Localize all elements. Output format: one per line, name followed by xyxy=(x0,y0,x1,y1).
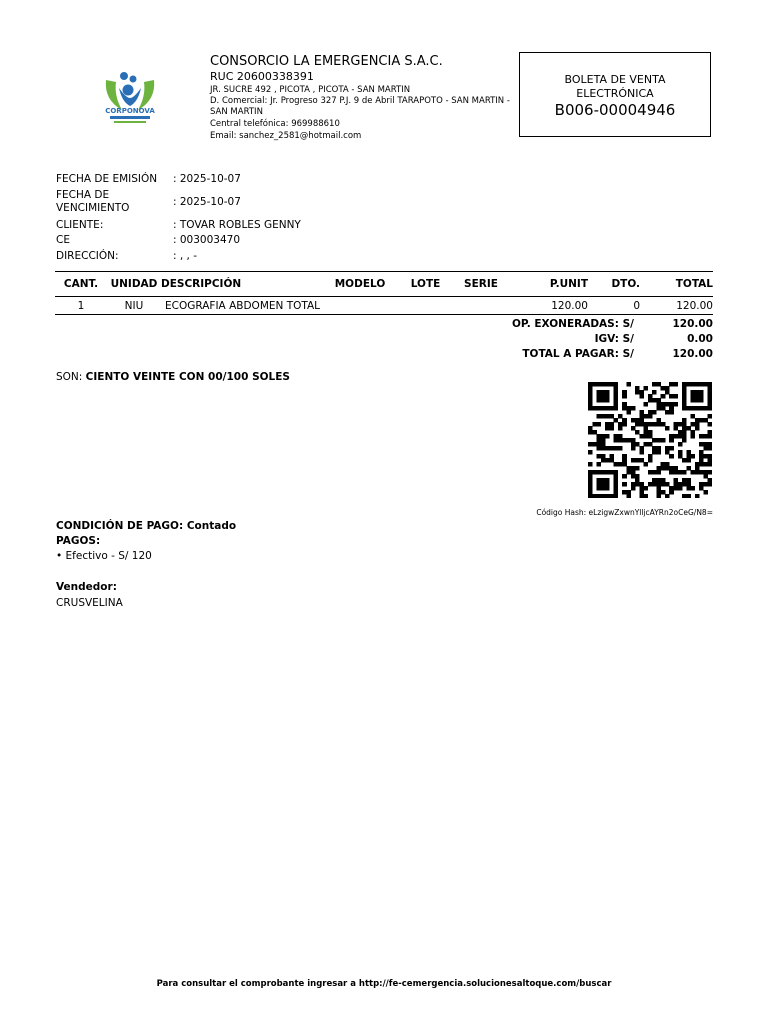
total-value: 120.00 xyxy=(672,347,713,360)
table-header xyxy=(55,271,713,297)
seller-block xyxy=(56,579,123,611)
info-label: CLIENTE: xyxy=(56,218,104,231)
totals-block xyxy=(460,316,713,361)
info-label: DIRECCIÓN: xyxy=(56,249,119,262)
header-dto: DTO. xyxy=(611,278,640,290)
info-label: CE xyxy=(56,234,70,246)
info-label: FECHA DE EMISIÓN xyxy=(56,173,158,185)
payment-condition: CONDICIÓN DE PAGO: Contado xyxy=(56,520,237,532)
cell-total: 120.00 xyxy=(676,299,713,312)
qr-code xyxy=(588,382,712,498)
header-modelo: MODELO xyxy=(334,278,386,290)
invoice-info xyxy=(56,172,356,264)
info-value: : TOVAR ROBLES GENNY xyxy=(173,218,301,231)
amount-in-words xyxy=(56,371,290,383)
info-value: : , , - xyxy=(173,249,198,262)
info-row-address xyxy=(56,248,356,264)
total-value: 0.00 xyxy=(687,332,713,345)
total-value: 120.00 xyxy=(672,317,713,330)
header-unidad: UNIDAD xyxy=(110,278,158,290)
cell-unidad: NIU xyxy=(124,299,144,312)
info-row-client xyxy=(56,217,356,233)
document-type-box xyxy=(519,52,711,137)
total-label: IGV: S/ xyxy=(594,332,634,345)
company-email: Email: sanchez_2581@hotmail.com xyxy=(210,131,362,141)
cell-cant: 1 xyxy=(77,299,85,312)
info-row-due xyxy=(56,187,356,217)
header-cant: CANT. xyxy=(63,278,99,290)
payments-title: PAGOS: xyxy=(56,535,101,547)
document-number: B006-00004946 xyxy=(554,101,676,119)
cell-dto: 0 xyxy=(633,299,640,312)
info-label: FECHA DE VENCIMIENTO xyxy=(56,189,130,214)
company-name: CONSORCIO LA EMERGENCIA S.A.C. xyxy=(210,54,443,69)
footer-note: Para consultar el comprobante ingresar a http://fe-cemergencia.solucionesaltoque.com/buscar xyxy=(156,979,612,989)
header-serie: SERIE xyxy=(464,278,498,290)
header-descripcion: DESCRIPCIÓN xyxy=(161,278,242,290)
company-address: JR. SUCRE 492 , PICOTA , PICOTA - SAN MARTIN xyxy=(210,85,411,95)
total-row-igv xyxy=(460,331,713,346)
table-row xyxy=(55,297,713,315)
document-type-line1: BOLETA DE VENTA xyxy=(564,73,666,86)
header-total: TOTAL xyxy=(675,278,713,290)
seller-title: Vendedor: xyxy=(56,581,117,593)
total-row-exoneradas xyxy=(460,316,713,331)
company-commercial-address-2: SAN MARTIN xyxy=(210,107,263,117)
header-lote: LOTE xyxy=(410,278,441,290)
info-row-ce xyxy=(56,233,356,248)
payment-item: • Efectivo - S/ 120 xyxy=(56,550,152,562)
payment-block xyxy=(56,519,236,564)
total-row-pagar xyxy=(460,346,713,361)
total-label: TOTAL A PAGAR: S/ xyxy=(522,347,634,360)
company-info xyxy=(210,54,520,142)
company-commercial-address-1: D. Comercial: Jr. Progreso 327 P.J. 9 de Abril TARAPOTO - SAN MARTIN - xyxy=(210,96,510,106)
cell-punit: 120.00 xyxy=(551,299,588,312)
cell-descripcion: ECOGRAFIA ABDOMEN TOTAL xyxy=(165,299,321,312)
son-value: CIENTO VEINTE CON 00/100 SOLES xyxy=(85,371,290,383)
hash-code: Código Hash: eLzigwZxwnYlljcAYRn2oCeG/N8= xyxy=(536,508,713,517)
total-label: OP. EXONERADAS: S/ xyxy=(512,317,634,330)
info-row-emission xyxy=(56,172,356,187)
document-type-line2: ELECTRÓNICA xyxy=(576,87,654,100)
company-logo xyxy=(100,66,160,128)
info-value: : 2025-10-07 xyxy=(173,173,241,185)
company-ruc: RUC 20600338391 xyxy=(210,70,314,83)
son-label: SON: xyxy=(56,371,83,383)
info-value: : 2025-10-07 xyxy=(173,195,241,208)
company-phone: Central telefónica: 969988610 xyxy=(210,119,340,129)
seller-name: CRUSVELINA xyxy=(56,597,123,609)
info-value: : 003003470 xyxy=(173,234,240,246)
header-punit: P.UNIT xyxy=(549,278,588,290)
items-table xyxy=(55,271,713,315)
logo-text: CORPONOVA xyxy=(105,107,155,115)
